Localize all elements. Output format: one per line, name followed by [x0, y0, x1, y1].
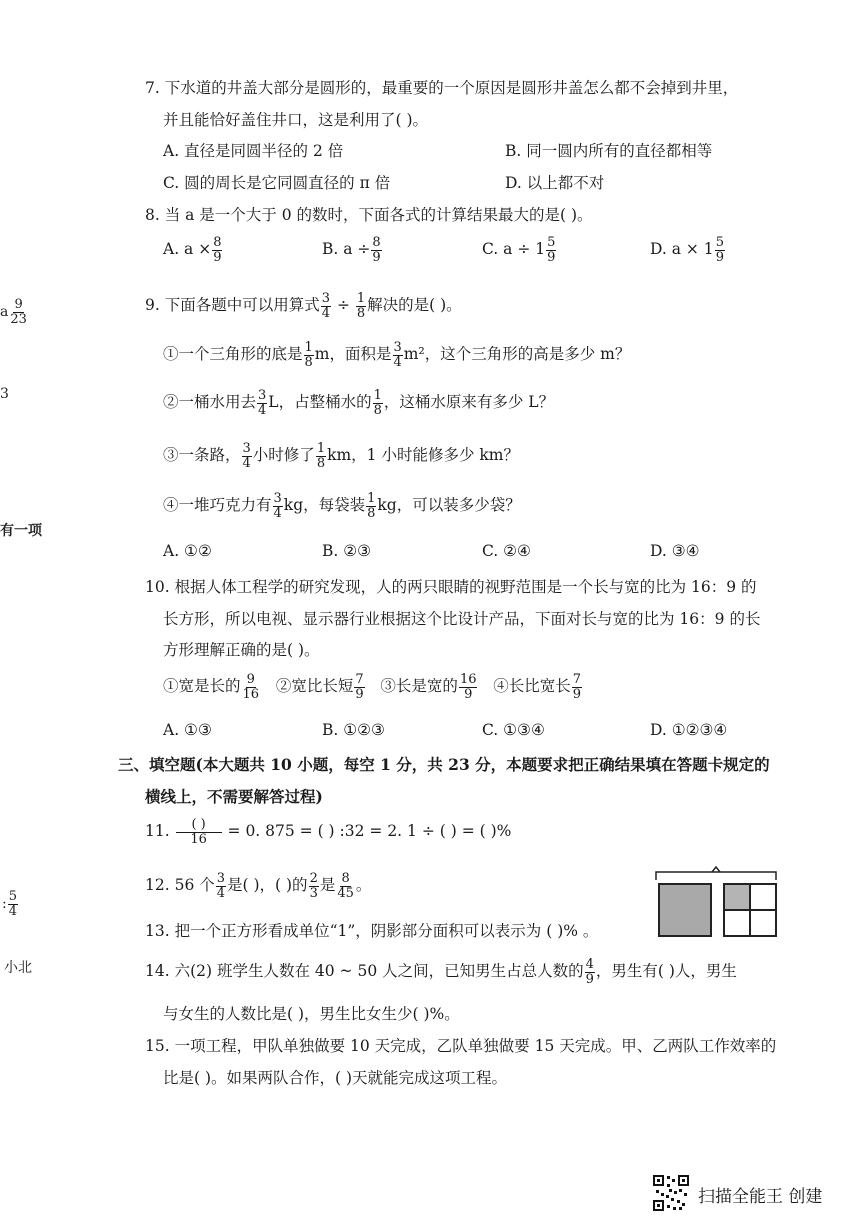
q9-option-d: D. ③④	[650, 542, 700, 560]
q7-option-a: A. 直径是同圆半径的 2 倍	[163, 142, 344, 160]
margin-fraction-top: a $\frac{9}{23}$	[0, 297, 27, 327]
q15-line2: 比是( )。如果两队合作，( )天就能完成这项工程。	[163, 1069, 508, 1087]
margin-mark-3: 3	[0, 386, 9, 402]
q10-line3: 方形理解正确的是( )。	[163, 641, 320, 659]
q9-option-c: C. ②④	[482, 542, 531, 560]
q8-option-a: A. a × $\frac{8}{9}$	[163, 235, 222, 265]
q10-option-c: C. ①③④	[482, 721, 545, 739]
qr-code-icon	[652, 1174, 690, 1212]
q7-option-d: D. 以上都不对	[505, 174, 605, 192]
q9-statement-4: ④一堆巧克力有 $\frac{3}{4}$ kg，每袋装 $\frac{1}{8}$ kg，可以装多少袋？	[163, 491, 521, 521]
q10-option-a: A. ①③	[163, 721, 212, 739]
q11: 11. $\frac{( )}{16}$ = 0. 875 = ( ) :32 = 2. 1 ÷ ( ) = ( )%	[145, 817, 512, 847]
shaded-quarter	[725, 885, 750, 910]
q8-option-d: D. a × 1 $\frac{5}{9}$	[650, 235, 724, 265]
q9-option-b: B. ②③	[322, 542, 372, 560]
margin-fraction-left: : $\frac{5}{4}$	[2, 889, 17, 919]
q8-option-c: C. a ÷ 1 $\frac{5}{9}$	[482, 235, 556, 265]
shaded-whole-square	[659, 884, 711, 936]
q7-line1: 7. 下水道的井盖大部分是圆形的，最重要的一个原因是圆形井盖怎么都不会掉到井里，	[145, 79, 739, 97]
q12: 12. 56 个 $\frac{3}{4}$ 是( )，( )的 $\frac{2}{3}$ 是 $\frac{8}{45}$ 。	[145, 871, 372, 901]
q7-option-c: C. 圆的周长是它同圆直径的 π 倍	[163, 174, 391, 192]
q13-square-figure	[652, 866, 782, 942]
q10-statements: ①宽是长的 $\frac{9}{16}$ ②宽比长短 $\frac{7}{9}$ ③长是宽的 $\frac{16}{9}$ ④长比宽长 $\frac{7}{9}$	[163, 672, 582, 702]
q9-statement-2: ②一桶水用去 $\frac{3}{4}$ L，占整桶水的 $\frac{1}{8}$ ，这桶水原来有多少 L？	[163, 388, 555, 418]
section3-heading-line2: 横线上，不需要解答过程)	[145, 787, 323, 806]
q8-option-b: B. a ÷ $\frac{8}{9}$	[322, 235, 381, 265]
q7-line2: 并且能恰好盖住井口，这是利用了( )。	[163, 111, 429, 129]
q8-stem: 8. 当 a 是一个大于 0 的数时，下面各式的计算结果最大的是( )。	[145, 206, 593, 224]
margin-xiao-bei: 小北	[4, 960, 32, 976]
figure-brace	[656, 872, 776, 880]
q13: 13. 把一个正方形看成单位“1”，阴影部分面积可以表示为 ( )% 。	[145, 922, 599, 940]
q10-line1: 10. 根据人体工程学的研究发现，人的两只眼睛的视野范围是一个长与宽的比为 16：9 的	[145, 578, 757, 596]
q9-statement-1: ①一个三角形的底是 $\frac{1}{8}$ m，面积是 $\frac{3}{4}$ m²，这个三角形的高是多少 m？	[163, 340, 631, 370]
scanner-watermark-text: 扫描全能王 创建	[698, 1187, 823, 1207]
q9-option-a: A. ①②	[163, 542, 212, 560]
q15-line1: 15. 一项工程，甲队单独做要 10 天完成，乙队单独做要 15 天完成。甲、乙两队工作效率的	[145, 1037, 777, 1055]
q14-line2: 与女生的人数比是( )，男生比女生少( )%。	[163, 1005, 460, 1023]
q14-line1: 14. 六(2) 班学生人数在 40 ~ 50 人之间，已知男生占总人数的 $\frac{4}{9}$ ，男生有( )人，男生	[145, 957, 737, 987]
q10-line2: 长方形，所以电视、显示器行业根据这个比设计产品，下面对长与宽的比为 16：9 的长	[163, 610, 761, 628]
q9-statement-3: ③一条路， $\frac{3}{4}$ 小时修了 $\frac{1}{8}$ km，1 小时能修多少 km？	[163, 441, 519, 471]
section3-heading-line1: 三、填空题(本大题共 10 小题，每空 1 分，共 23 分，本题要求把正确结果填在答题卡规定的	[118, 755, 770, 774]
q10-option-d: D. ①②③④	[650, 721, 728, 739]
q7-option-b: B. 同一圆内所有的直径都相等	[505, 142, 713, 160]
q9-stem: 9. 下面各题中可以用算式 $\frac{3}{4}$ ÷ $\frac{1}{8}$ 解决的是( )。	[145, 291, 462, 321]
margin-you-yi-xiang: 有一项	[0, 523, 42, 539]
q10-option-b: B. ①②③	[322, 721, 385, 739]
